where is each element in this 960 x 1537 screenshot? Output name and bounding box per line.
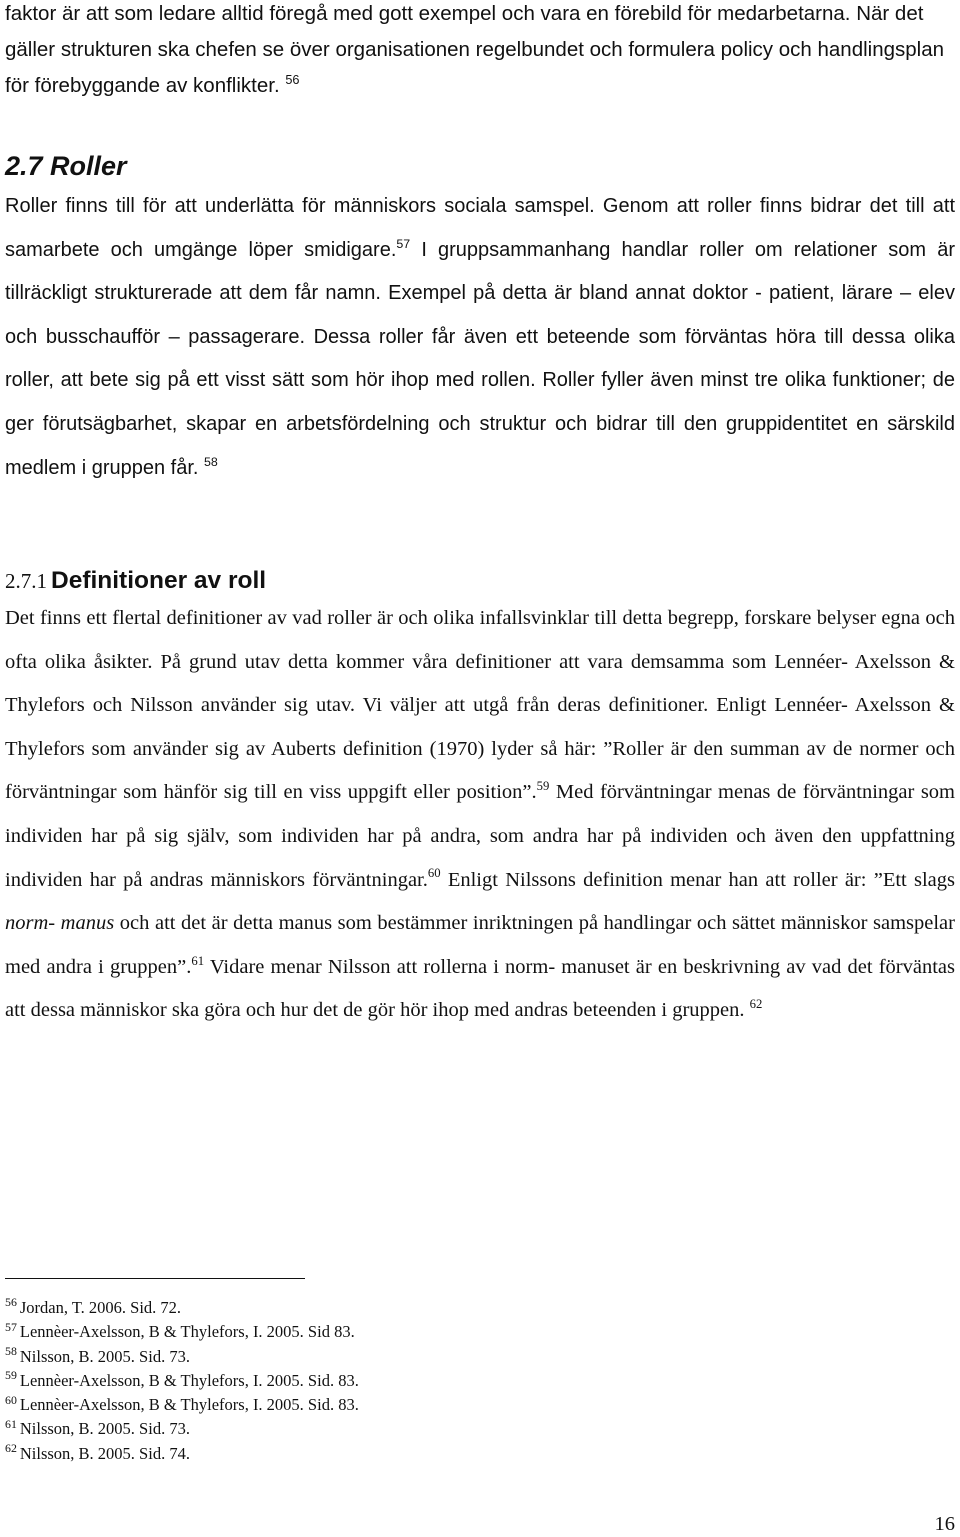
footnote-ref-62: 62 xyxy=(749,997,763,1012)
definitions-emphasis: norm- manus xyxy=(5,912,115,935)
roller-text-1: Roller finns till för att underlätta för människors sociala samspel. Genom att roller finns bidrar det till att samarbete och umgänge löper smidigare. xyxy=(5,195,955,261)
definitions-text-5: Vidare menar Nilsson att rollerna i norm- manuset är en beskrivning av vad det förväntas att dessa människor ska göra och hur det de gör hör ihop med andras beteenden i gruppen. xyxy=(5,955,955,1022)
footnote-item xyxy=(5,1417,359,1441)
footnote-item xyxy=(5,1442,359,1466)
footnote-text: Nilsson, B. 2005. Sid. 73. xyxy=(19,1419,190,1439)
footnote-text: Lennèer-Axelsson, B & Thylefors, I. 2005. Sid. 83. xyxy=(19,1370,359,1390)
footnote-number: 60 xyxy=(5,1392,17,1407)
section-heading-2-7: 2.7 Roller xyxy=(5,151,127,181)
roller-text-2: I gruppsammanhang handlar roller om relationer som är tillräckligt strukturerade att dem får namn. Exempel på detta är bland annat doktor - patient, lärare – elev och busschaufför – passagerare. Dessa roller får även ett beteende som förväntas höra till dessa olika roller, att bete sig på ett visst sätt som hör ihop med rollen. Roller fyller även minst tre olika funktioner; de ger förutsägbarhet, skapar en arbetsfördelning och struktur och bidrar till den gruppidentitet en särskild medlem i gruppen får. xyxy=(5,238,956,479)
footnote-item xyxy=(5,1345,359,1369)
footnote-item xyxy=(5,1393,359,1417)
definitions-paragraph xyxy=(5,597,955,1033)
footnote-ref-56: 56 xyxy=(285,71,300,87)
footnote-separator xyxy=(5,1278,305,1279)
footnote-ref-59: 59 xyxy=(536,779,550,794)
section-title: Definitioner av roll xyxy=(51,567,267,594)
section-number: 2.7.1 xyxy=(5,569,47,593)
footnote-text: Jordan, T. 2006. Sid. 72. xyxy=(19,1298,182,1317)
footnote-text: Nilsson, B. 2005. Sid. 74. xyxy=(19,1443,190,1463)
footnote-list xyxy=(5,1296,359,1466)
footnote-number: 57 xyxy=(5,1319,17,1334)
footnote-ref-57: 57 xyxy=(396,236,411,251)
footnote-number: 62 xyxy=(5,1441,17,1456)
footnote-ref-61: 61 xyxy=(191,953,205,968)
footnote-text: Nilsson, B. 2005. Sid. 73. xyxy=(19,1346,190,1366)
intro-text: faktor är att som ledare alltid föregå med gott exempel och vara en förebild för medarbetarna. När det gäller strukturen ska chefen se över organisationen regelbundet och formulera policy och handlingsplan för förebyggande av konflikter. xyxy=(5,2,945,97)
footnote-text: Lennèer-Axelsson, B & Thylefors, I. 2005. Sid 83. xyxy=(19,1322,355,1342)
footnote-number: 59 xyxy=(5,1368,17,1383)
definitions-text-4: och att det är detta manus som bestämmer inriktningen på handlingar och sättet människor samspelar med andra i gruppen”. xyxy=(5,912,955,978)
footnote-item xyxy=(5,1320,359,1344)
definitions-text-2: Med förväntningar menas de förväntningar som individen har på sig själv, som individen har på andra, som andra har på individen och även den uppfattning individen har på andras människors förväntningar. xyxy=(5,781,956,891)
footnote-number: 56 xyxy=(5,1295,17,1310)
intro-paragraph xyxy=(5,0,955,104)
roller-paragraph xyxy=(5,185,955,490)
footnote-item xyxy=(5,1296,359,1320)
footnote-ref-60: 60 xyxy=(427,866,441,881)
footnote-ref-58: 58 xyxy=(204,454,218,469)
definitions-text-3: Enligt Nilssons definition menar han att roller är: ”Ett slags xyxy=(440,868,955,891)
footnote-item xyxy=(5,1369,359,1393)
footnote-text: Lennèer-Axelsson, B & Thylefors, I. 2005. Sid. 83. xyxy=(19,1395,359,1415)
footnote-number: 58 xyxy=(5,1344,17,1359)
definitions-text-1: Det finns ett flertal definitioner av vad roller är och olika infallsvinklar till detta begrepp, forskare belyser egna och ofta olika åsikter. På grund utav detta kommer våra definitioner att vara demsamma som Lennéer- Axelsson & Thylefors och Nilsson använder sig utav. Vi väljer att utgå från deras definitioner. Enligt Lennéer- Axelsson & Thylefors som använder sig av Auberts definition (1970) lyder så här: ”Roller är den summan av de normer och förväntningar som hänför sig till en viss uppgift eller position”. xyxy=(5,607,955,804)
page-number: 16 xyxy=(934,1513,955,1535)
footnote-number: 61 xyxy=(5,1416,17,1431)
